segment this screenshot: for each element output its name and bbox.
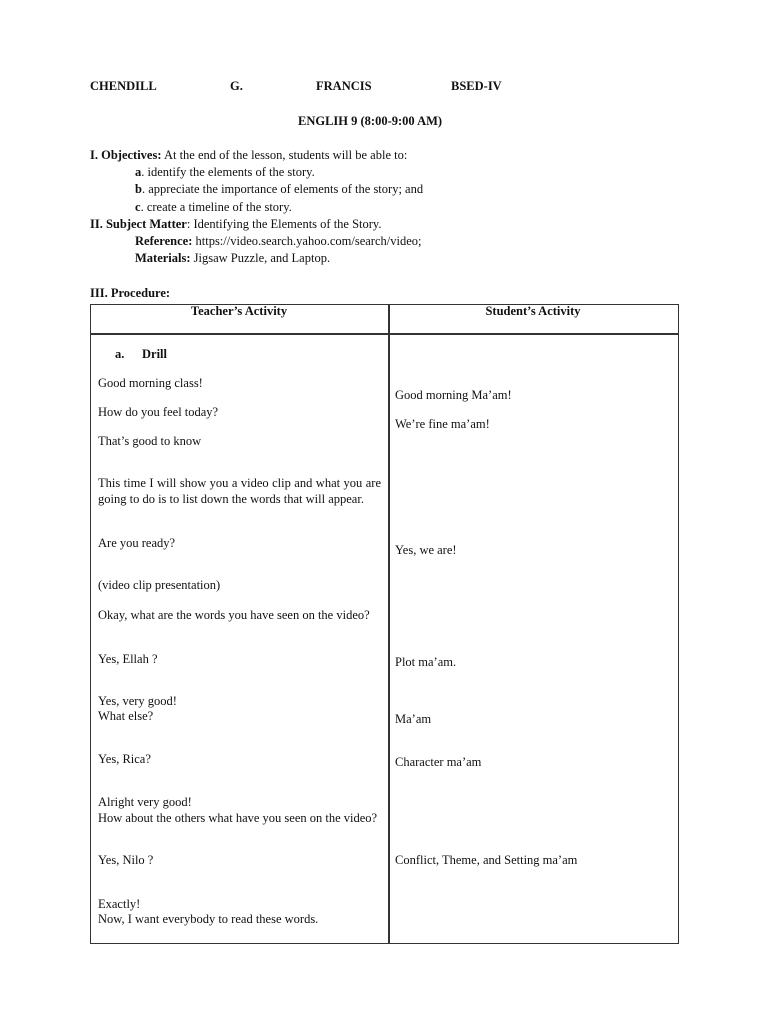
teacher-line: Yes, Rica? <box>98 752 151 766</box>
student-line: Character ma’am <box>395 755 482 769</box>
subject-matter-label: II. Subject Matter <box>90 217 187 231</box>
author-initial: G. <box>230 79 243 93</box>
procedure-label: III. Procedure: <box>90 286 171 300</box>
subject-title: ENGLIH 9 (8:00-9:00 AM) <box>298 114 443 128</box>
drill-letter: a. <box>115 347 125 361</box>
teacher-line: (video clip presentation) <box>98 578 221 592</box>
subject-matter-line <box>90 217 382 232</box>
student-line: Good morning Ma’am! <box>395 388 512 402</box>
course-label: BSED-IV <box>451 79 502 93</box>
teacher-line: Yes, very good! <box>98 694 177 708</box>
reference-value: https://video.search.yahoo.com/search/video; <box>195 234 422 248</box>
teacher-line: Are you ready? <box>98 536 176 550</box>
materials-value: Jigsaw Puzzle, and Laptop. <box>193 251 331 265</box>
reference-line <box>135 234 421 249</box>
student-line: We’re fine ma’am! <box>395 417 490 431</box>
objectives-intro: At the end of the lesson, students will be able to: <box>163 148 408 162</box>
teacher-line: Exactly! <box>98 897 141 911</box>
materials-line <box>135 251 330 266</box>
teacher-line: What else? <box>98 709 154 723</box>
objective-item: a. identify the elements of the story. <box>135 165 315 179</box>
teacher-line: Okay, what are the words you have seen on the video? <box>98 608 370 622</box>
drill-heading: Drill <box>142 347 167 361</box>
teacher-line: This time I will show you a video clip and what you are going to do is to list down the words that will appear. <box>98 476 381 506</box>
student-line: Plot ma’am. <box>395 655 457 669</box>
objective-item: b. appreciate the importance of elements of the story; and <box>135 182 424 196</box>
teacher-line: Yes, Ellah ? <box>98 652 158 666</box>
subject-matter-text: : Identifying the Elements of the Story. <box>186 217 382 231</box>
teacher-line: How do you feel today? <box>98 405 219 419</box>
teacher-line: Alright very good! <box>98 795 192 809</box>
reference-label: Reference: <box>135 234 193 248</box>
teacher-line: That’s good to know <box>98 434 202 448</box>
student-activity-heading: Student’s Activity <box>485 304 581 318</box>
author-last-name: FRANCIS <box>316 79 372 93</box>
teacher-line: Good morning class! <box>98 376 203 390</box>
objectives-label: I. Objectives: <box>90 148 162 162</box>
teacher-line: How about the others what have you seen on the video? <box>98 811 378 825</box>
teacher-line: Yes, Nilo ? <box>98 853 154 867</box>
student-line: Ma’am <box>395 712 432 726</box>
student-line: Conflict, Theme, and Setting ma’am <box>395 853 578 867</box>
teacher-line: Now, I want everybody to read these words. <box>98 912 319 926</box>
teacher-activity-heading: Teacher’s Activity <box>190 304 288 318</box>
objectives-line <box>90 148 407 163</box>
objective-item: c. create a timeline of the story. <box>135 200 292 214</box>
author-first-name: CHENDILL <box>90 79 157 93</box>
student-line: Yes, we are! <box>395 543 457 557</box>
materials-label: Materials: <box>135 251 191 265</box>
